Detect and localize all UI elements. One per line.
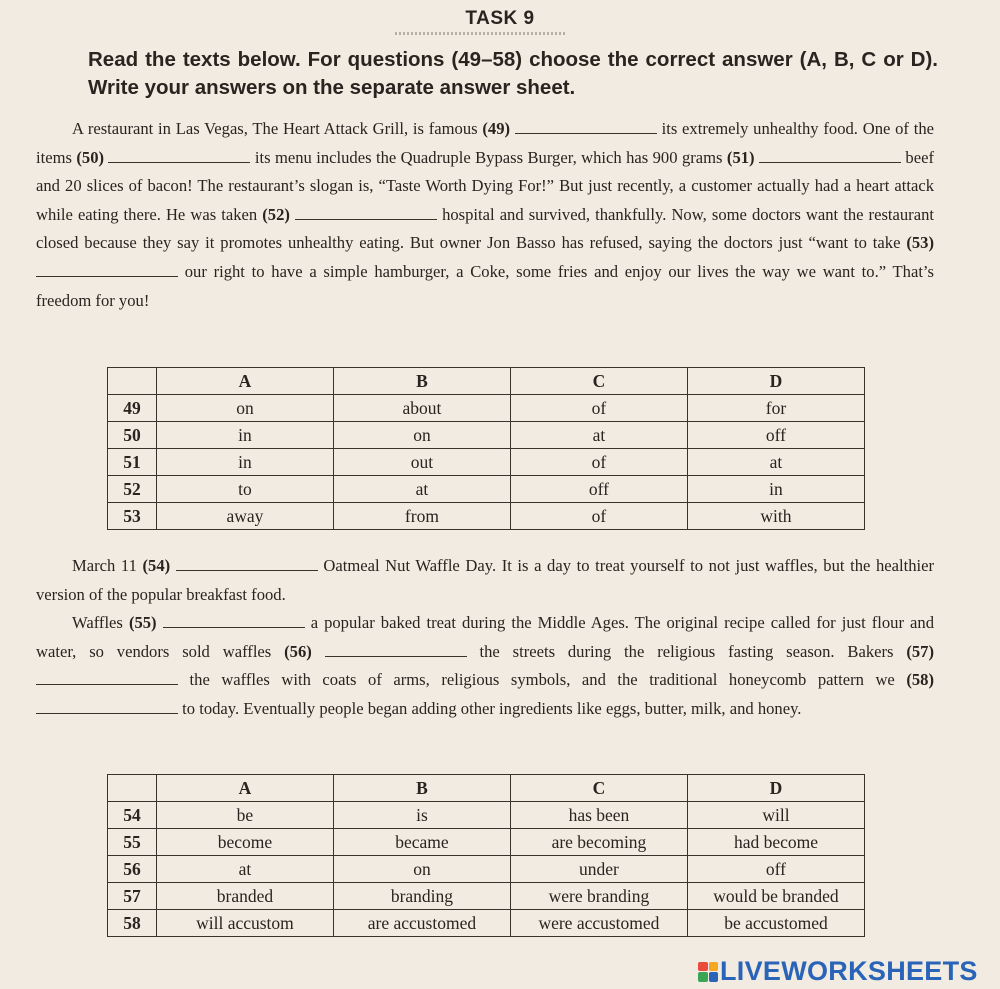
header-cell: B <box>333 775 510 802</box>
logo-square <box>698 962 708 972</box>
text-heart-attack-grill <box>36 115 934 315</box>
text2-segment: Oatmeal Nut Waffle Day. It is a day to treat yourself to not just waffles, but the healthier version of the popular breakfast food. <box>36 556 935 604</box>
text2-segment: the streets during the religious fasting season. Bakers <box>479 641 894 661</box>
header-cell: A <box>156 775 333 802</box>
title-underline <box>395 32 565 35</box>
table-header-row <box>108 368 865 395</box>
option-b: out <box>333 449 510 476</box>
option-d: in <box>687 476 864 503</box>
header-cell: A <box>156 368 333 395</box>
question-number: 57 <box>108 883 157 910</box>
text2-segment: the waffles with coats of arms, religious symbols, and the traditional honeycomb pattern we <box>189 670 895 690</box>
blank-51 <box>759 148 901 163</box>
blank-53 <box>36 262 178 277</box>
option-d: had become <box>687 829 864 856</box>
text2-segment: March 11 <box>72 556 137 575</box>
question-number: 50 <box>108 422 157 449</box>
table-row <box>108 856 865 883</box>
question-number: 53 <box>108 503 157 530</box>
logo-square <box>709 962 719 972</box>
header-cell: C <box>510 368 687 395</box>
question-50-label: (50) <box>76 147 105 167</box>
blank-58 <box>36 699 178 714</box>
table-row <box>108 449 865 476</box>
option-d: off <box>687 422 864 449</box>
question-57-label: (57) <box>906 641 934 661</box>
option-d: would be branded <box>687 883 864 910</box>
option-b: became <box>333 829 510 856</box>
option-a: branded <box>156 883 333 910</box>
question-51-label: (51) <box>726 147 755 167</box>
header-cell: D <box>687 775 864 802</box>
table-header-row <box>108 775 865 802</box>
text1-segment: its menu includes the Quadruple Bypass Burger, which has 900 grams <box>254 147 723 167</box>
text2-segment: a popular baked treat during the Middle Ages. The original recipe called for just flour and water, so vendors sold waffles <box>36 613 935 661</box>
option-b: on <box>333 856 510 883</box>
blank-56 <box>325 642 467 657</box>
question-49-label: (49) <box>482 119 511 138</box>
option-d: will <box>687 802 864 829</box>
logo-square <box>698 972 708 982</box>
option-c: under <box>510 856 687 883</box>
option-b: about <box>333 395 510 422</box>
option-d: with <box>687 503 864 530</box>
text1-segment: its extremely unhealthy food. One of the items <box>36 119 934 167</box>
option-c: has been <box>510 802 687 829</box>
option-a: away <box>156 503 333 530</box>
header-cell: B <box>333 368 510 395</box>
question-54-label: (54) <box>142 556 171 575</box>
logo-wordmark: LIVEWORKSHEETS <box>720 956 978 986</box>
table-row <box>108 476 865 503</box>
text1-segment: beef and 20 slices of bacon! The restaurant’s slogan is, “Taste Worth Dying For!” But just recently, a customer actually had a heart attack while eating there. He was taken <box>36 147 934 224</box>
question-number: 52 <box>108 476 157 503</box>
answer-options-table-49-53 <box>107 367 865 530</box>
logo-square <box>709 972 719 982</box>
option-b: are accustomed <box>333 910 510 937</box>
option-c: of <box>510 503 687 530</box>
blank-57 <box>36 670 178 685</box>
option-a: on <box>156 395 333 422</box>
header-cell: C <box>510 775 687 802</box>
question-number: 54 <box>108 802 157 829</box>
question-55-label: (55) <box>128 613 157 633</box>
table-row <box>108 395 865 422</box>
text1-segment: hospital and survived, thankfully. Now, some doctors want the restaurant closed because they say it promotes unhealthy eating. But owner Jon Basso has refused, saying the doctors just “want to take <box>36 204 934 253</box>
text-waffle-day <box>36 552 934 724</box>
header-cell: D <box>687 368 864 395</box>
question-number: 51 <box>108 449 157 476</box>
liveworksheets-logo <box>698 956 978 987</box>
option-b: on <box>333 422 510 449</box>
option-c: at <box>510 422 687 449</box>
option-b: is <box>333 802 510 829</box>
text1-segment: our right to have a simple hamburger, a Coke, some fries and enjoy our lives the way we want to.” That’s freedom for you! <box>36 261 934 310</box>
table-row <box>108 422 865 449</box>
option-d: be accustomed <box>687 910 864 937</box>
header-cell <box>108 368 157 395</box>
option-b: at <box>333 476 510 503</box>
option-b: from <box>333 503 510 530</box>
text2-segment: to today. Eventually people began adding other ingredients like eggs, butter, milk, and honey. <box>182 698 802 718</box>
question-56-label: (56) <box>284 641 312 661</box>
option-d: off <box>687 856 864 883</box>
table-row <box>108 910 865 937</box>
text1-segment: A restaurant in Las Vegas, The Heart Attack Grill, is famous <box>72 119 478 138</box>
option-d: for <box>687 395 864 422</box>
option-a: in <box>156 449 333 476</box>
table-row <box>108 883 865 910</box>
table-row <box>108 802 865 829</box>
task-title: TASK 9 <box>465 8 535 29</box>
question-52-label: (52) <box>262 204 290 224</box>
question-53-label: (53) <box>906 233 934 253</box>
question-number: 49 <box>108 395 157 422</box>
option-a: in <box>156 422 333 449</box>
option-c: were branding <box>510 883 687 910</box>
blank-54 <box>176 556 318 571</box>
question-number: 55 <box>108 829 157 856</box>
option-c: of <box>510 449 687 476</box>
option-a: be <box>156 802 333 829</box>
option-c: of <box>510 395 687 422</box>
question-58-label: (58) <box>906 670 934 690</box>
option-a: become <box>156 829 333 856</box>
blank-55 <box>163 613 305 628</box>
answer-options-table-54-58 <box>107 774 865 937</box>
blank-49 <box>515 119 657 134</box>
option-d: at <box>687 449 864 476</box>
question-number: 56 <box>108 856 157 883</box>
option-c: off <box>510 476 687 503</box>
blank-50 <box>108 148 250 163</box>
option-c: are becoming <box>510 829 687 856</box>
text2-segment: Waffles <box>72 613 123 633</box>
header-cell <box>108 775 157 802</box>
option-c: were accustomed <box>510 910 687 937</box>
option-a: to <box>156 476 333 503</box>
option-a: will accustom <box>156 910 333 937</box>
option-a: at <box>156 856 333 883</box>
table-row <box>108 829 865 856</box>
table-row <box>108 503 865 530</box>
liveworksheets-logo-icon <box>698 962 718 982</box>
task-instructions: Read the texts below. For questions (49–58) choose the correct answer (A, B, C or D). Write your answers on the separate answer sheet. <box>88 48 938 99</box>
blank-52 <box>295 205 437 220</box>
question-number: 58 <box>108 910 157 937</box>
option-b: branding <box>333 883 510 910</box>
